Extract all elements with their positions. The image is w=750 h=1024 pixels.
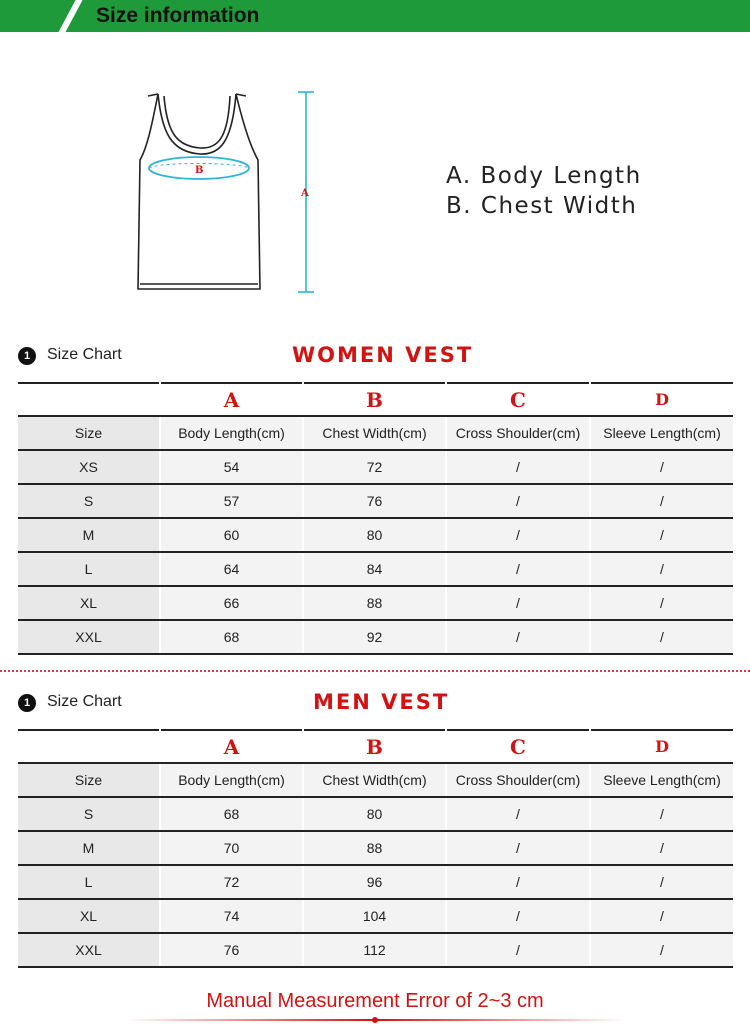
value-cell: / (446, 484, 590, 518)
value-cell: / (446, 797, 590, 831)
table-letter-row (18, 383, 733, 416)
table-row (18, 484, 733, 518)
size-cell: M (18, 518, 160, 552)
value-cell: 84 (303, 552, 446, 586)
diagram-label-a: A (301, 188, 309, 199)
column-header: Size (18, 416, 160, 450)
number-one-icon: 1 (18, 694, 36, 712)
value-cell: / (446, 831, 590, 865)
column-letter: C (446, 383, 590, 416)
value-cell: / (446, 518, 590, 552)
table-header-row (18, 416, 733, 450)
size-cell: XS (18, 450, 160, 484)
value-cell: 88 (303, 831, 446, 865)
value-cell: 72 (303, 450, 446, 484)
value-cell: / (590, 797, 733, 831)
value-cell: / (590, 552, 733, 586)
table-letter-row (18, 730, 733, 763)
column-header: Sleeve Length(cm) (590, 416, 733, 450)
vest-outline-icon (138, 94, 260, 289)
column-header: Body Length(cm) (160, 416, 303, 450)
value-cell: 68 (160, 620, 303, 654)
value-cell: 88 (303, 586, 446, 620)
women-size-table (18, 382, 733, 655)
men-size-table (18, 729, 733, 968)
value-cell: / (446, 552, 590, 586)
column-letter: D (590, 730, 733, 763)
size-cell: XL (18, 899, 160, 933)
column-letter: B (303, 730, 446, 763)
size-cell: XXL (18, 620, 160, 654)
header-bar (0, 0, 750, 32)
size-cell: XL (18, 586, 160, 620)
value-cell: 96 (303, 865, 446, 899)
value-cell: 72 (160, 865, 303, 899)
value-cell: 68 (160, 797, 303, 831)
column-header: Chest Width(cm) (303, 763, 446, 797)
section-divider (0, 670, 750, 672)
diagram-label-b: B (195, 165, 204, 176)
column-header: Cross Shoulder(cm) (446, 416, 590, 450)
table-row (18, 518, 733, 552)
value-cell: 112 (303, 933, 446, 967)
size-cell: S (18, 797, 160, 831)
column-letter: D (590, 383, 733, 416)
value-cell: / (590, 865, 733, 899)
value-cell: / (590, 518, 733, 552)
value-cell: 74 (160, 899, 303, 933)
column-header: Body Length(cm) (160, 763, 303, 797)
value-cell: / (590, 899, 733, 933)
value-cell: 104 (303, 899, 446, 933)
table-row (18, 899, 733, 933)
table-row (18, 865, 733, 899)
table-header-row (18, 763, 733, 797)
men-vest-title: MEN VEST (313, 690, 450, 714)
value-cell: / (446, 586, 590, 620)
value-cell: 64 (160, 552, 303, 586)
header-slash-decoration (54, 0, 84, 32)
table-row (18, 831, 733, 865)
column-letter: A (160, 730, 303, 763)
value-cell: / (590, 450, 733, 484)
value-cell: 92 (303, 620, 446, 654)
column-letter: C (446, 730, 590, 763)
section-label: Size Chart (47, 346, 122, 363)
size-cell: XXL (18, 933, 160, 967)
column-letter: B (303, 383, 446, 416)
value-cell: 76 (303, 484, 446, 518)
size-cell: L (18, 552, 160, 586)
measurement-error-note: Manual Measurement Error of 2~3 cm (206, 990, 544, 1012)
value-cell: / (446, 933, 590, 967)
men-section-head (18, 690, 733, 720)
table-cell-empty (18, 730, 160, 763)
column-header: Chest Width(cm) (303, 416, 446, 450)
column-header: Sleeve Length(cm) (590, 763, 733, 797)
page-title: Size information (96, 4, 260, 27)
table-row (18, 933, 733, 967)
women-section-head (18, 343, 733, 373)
value-cell: 57 (160, 484, 303, 518)
value-cell: 70 (160, 831, 303, 865)
legend-chest-width: B. Chest Width (446, 193, 638, 219)
value-cell: / (446, 899, 590, 933)
vest-diagram (128, 84, 328, 299)
size-cell: M (18, 831, 160, 865)
column-header: Cross Shoulder(cm) (446, 763, 590, 797)
section-label: Size Chart (47, 693, 122, 710)
legend-body-length: A. Body Length (446, 163, 642, 189)
value-cell: 60 (160, 518, 303, 552)
size-cell: S (18, 484, 160, 518)
value-cell: / (590, 620, 733, 654)
value-cell: 76 (160, 933, 303, 967)
table-row (18, 586, 733, 620)
value-cell: / (590, 831, 733, 865)
footer-dot (372, 1017, 378, 1023)
number-one-icon: 1 (18, 347, 36, 365)
value-cell: / (446, 865, 590, 899)
table-cell-empty (18, 383, 160, 416)
table-row (18, 620, 733, 654)
women-vest-title: WOMEN VEST (292, 343, 474, 367)
column-letter: A (160, 383, 303, 416)
value-cell: 54 (160, 450, 303, 484)
value-cell: / (590, 933, 733, 967)
value-cell: 80 (303, 797, 446, 831)
size-cell: L (18, 865, 160, 899)
table-row (18, 450, 733, 484)
value-cell: 66 (160, 586, 303, 620)
table-row (18, 797, 733, 831)
column-header: Size (18, 763, 160, 797)
value-cell: / (446, 450, 590, 484)
value-cell: 80 (303, 518, 446, 552)
value-cell: / (446, 620, 590, 654)
table-row (18, 552, 733, 586)
value-cell: / (590, 484, 733, 518)
value-cell: / (590, 586, 733, 620)
